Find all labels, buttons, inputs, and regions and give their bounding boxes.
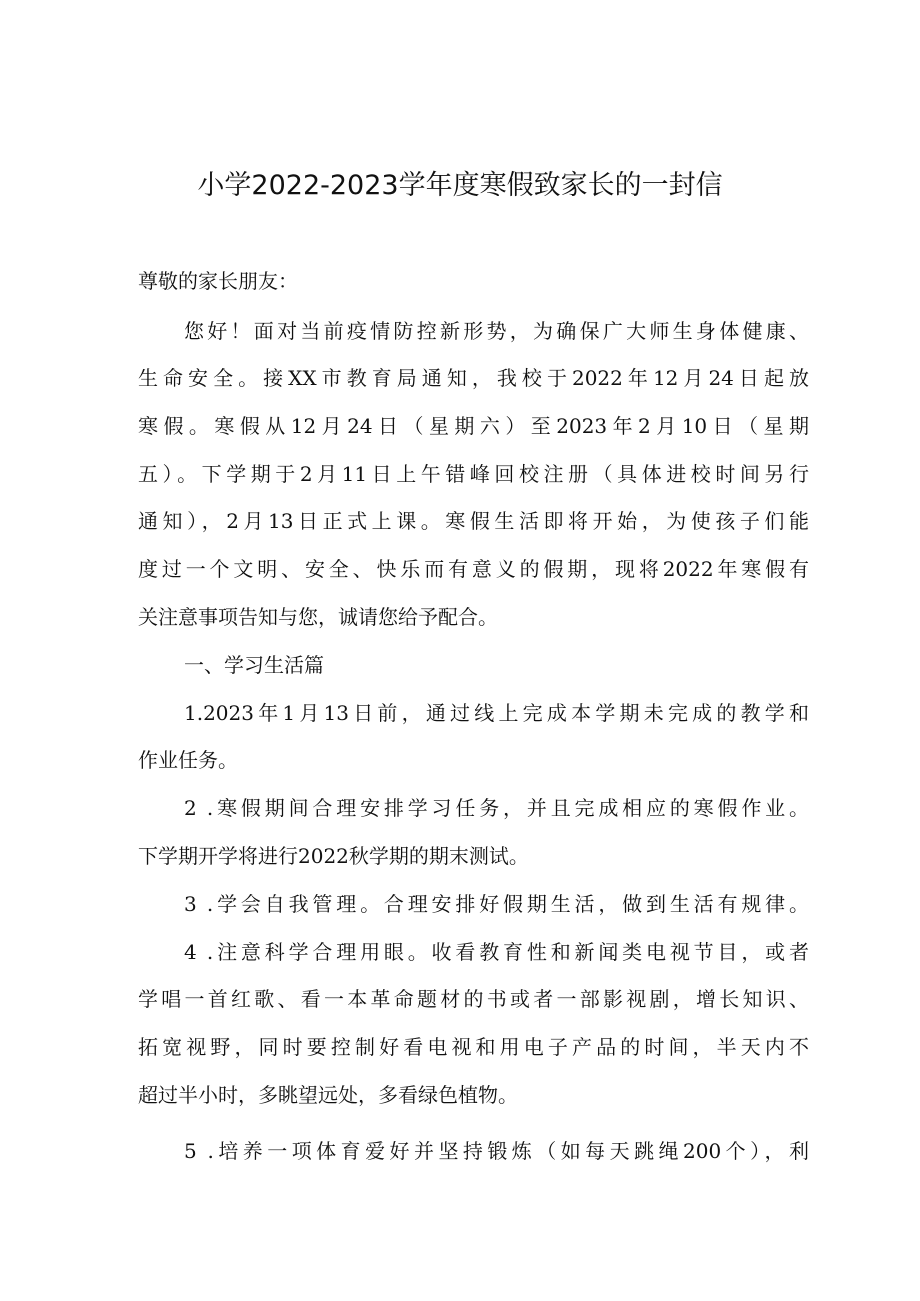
list-item-line: 拓宽视野，同时要控制好看电视和用电子产品的时间，半天内不 (138, 1035, 809, 1059)
list-item-line: 超过半小时，多眺望远处，多看绿色植物。 (138, 1083, 518, 1107)
paragraph-line: 您好！面对当前疫情防控新形势，为确保广大师生身体健康、 (184, 319, 809, 343)
paragraph-line: 生命安全。接XX市教育局通知，我校于2022年12月24日起放 (138, 366, 809, 390)
paragraph-line: 度过一个文明、安全、快乐而有意义的假期，现将2022年寒假有 (138, 557, 809, 581)
list-item-line: 下学期开学将进行2022秋学期的期末测试。 (138, 844, 529, 868)
list-item-line: 4 .注意科学合理用眼。收看教育性和新闻类电视节目，或者 (184, 940, 809, 964)
list-item-line: 1.2023年1月13日前，通过线上完成本学期未完成的教学和 (184, 701, 809, 725)
paragraph-line: 五）。下学期于2月11日上午错峰回校注册（具体进校时间另行 (138, 462, 809, 486)
document-title: 小学2022-2023学年度寒假致家长的一封信 (197, 170, 723, 201)
list-item-line: 2 .寒假期间合理安排学习任务，并且完成相应的寒假作业。 (184, 796, 809, 820)
salutation: 尊敬的家长朋友： (138, 269, 298, 293)
section-heading: 一、学习生活篇 (184, 653, 324, 677)
paragraph-line: 关注意事项告知与您，诚请您给予配合。 (138, 605, 498, 629)
list-item-line: 5 .培养一项体育爱好并坚持锻炼（如每天跳绳200个），利 (184, 1139, 809, 1163)
paragraph-line: 寒假。寒假从12月24日（星期六）至2023年2月10日（星期 (138, 414, 809, 438)
paragraph-line: 通知），2月13日正式上课。寒假生活即将开始，为使孩子们能 (138, 509, 809, 533)
list-item-line: 学唱一首红歌、看一本革命题材的书或者一部影视剧，增长知识、 (138, 987, 809, 1011)
list-item-line: 作业任务。 (138, 748, 238, 772)
list-item-line: 3 .学会自我管理。合理安排好假期生活，做到生活有规律。 (184, 892, 809, 916)
